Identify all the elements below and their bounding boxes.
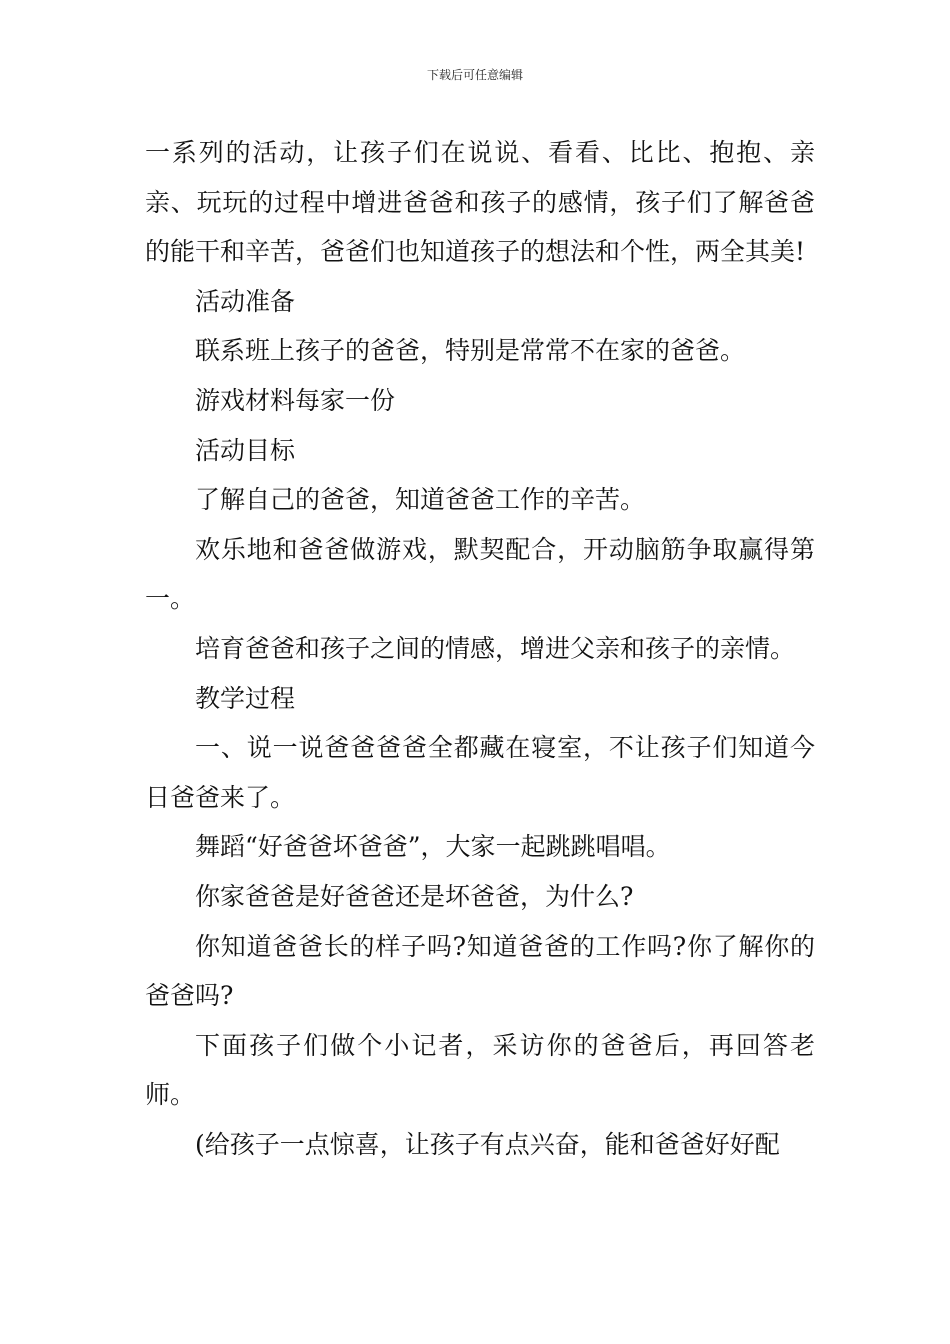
paragraph-question-good-bad: 你家爸爸是好爸爸还是坏爸爸，为什么? bbox=[195, 881, 634, 911]
paragraph-goal-2: 欢乐地和爸爸做游戏，默契配合，开动脑筋争取赢得第一。 bbox=[145, 534, 815, 614]
paragraph-goal-1: 了解自己的爸爸，知道爸爸工作的辛苦。 bbox=[195, 485, 646, 515]
paragraph-intro: 一系列的活动，让孩子们在说说、看看、比比、抱抱、亲亲、玩玩的过程中增进爸爸和孩子的感情，孩子们了解爸爸的能干和辛苦，爸爸们也知道孩子的想法和个性，两全其美! bbox=[145, 138, 815, 267]
paragraph-contact-fathers: 联系班上孩子的爸爸，特别是常常不在家的爸爸。 bbox=[195, 336, 746, 366]
heading-teaching-process: 教学过程 bbox=[195, 683, 296, 713]
paragraph-step-1: 一、说一说爸爸爸爸全都藏在寝室，不让孩子们知道今日爸爸来了。 bbox=[145, 733, 815, 812]
paragraph-surprise: (给孩子一点惊喜，让孩子有点兴奋，能和爸爸好好配 bbox=[195, 1129, 780, 1159]
paragraph-dance: 舞蹈“好爸爸坏爸爸”，大家一起跳跳唱唱。 bbox=[195, 832, 671, 862]
paragraph-little-reporter: 下面孩子们做个小记者，采访你的爸爸后，再回答老师。 bbox=[145, 1030, 815, 1110]
paragraph-goal-3: 培育爸爸和孩子之间的情感，增进父亲和孩子的亲情。 bbox=[195, 633, 796, 663]
paragraph-game-materials: 游戏材料每家一份 bbox=[195, 385, 396, 415]
heading-activity-preparation: 活动准备 bbox=[195, 286, 296, 316]
heading-activity-goals: 活动目标 bbox=[195, 435, 296, 465]
document-body bbox=[145, 128, 815, 1169]
page-header: 下载后可任意编辑 bbox=[426, 68, 523, 82]
paragraph-question-know-dad: 你知道爸爸长的样子吗?知道爸爸的工作吗?你了解你的爸爸吗? bbox=[145, 931, 815, 1011]
